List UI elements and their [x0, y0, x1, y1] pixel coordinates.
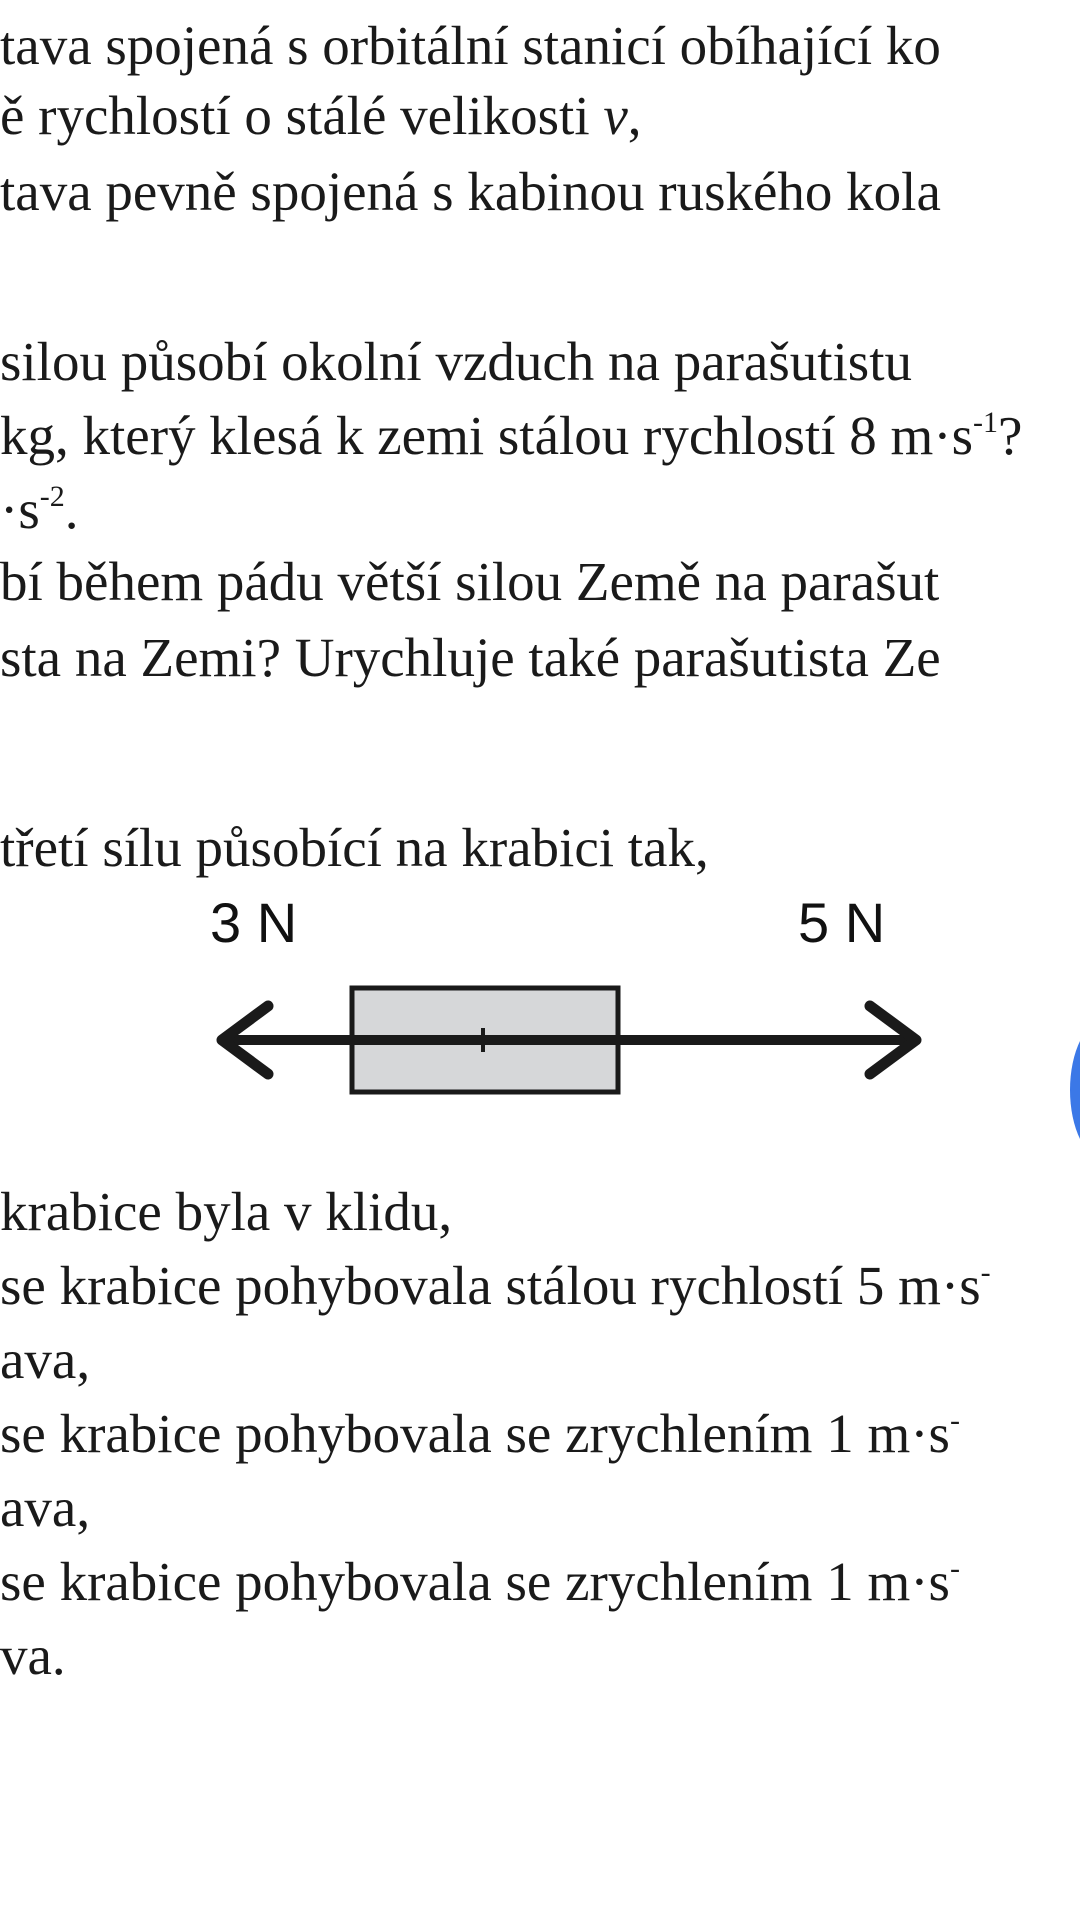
text-line-15-content: se krabice pohybovala se zrychlením 1 m·s: [0, 1551, 950, 1612]
text-line-9: [0, 816, 709, 880]
text-line-13: [0, 1402, 960, 1466]
text-line-2: [0, 84, 642, 148]
text-line-5-end: ?: [998, 405, 1023, 466]
text-line-8: [0, 626, 941, 690]
text-line-10: [0, 1180, 452, 1244]
text-line-15: [0, 1550, 960, 1614]
text-line-2-comma: ,: [627, 85, 642, 146]
text-line-12: [0, 1328, 90, 1392]
text-line-6-exponent: -2: [39, 480, 65, 513]
text-line-3-content: tava pevně spojená s kabinou ruského kola: [0, 161, 941, 222]
text-line-5-exponent: -1: [973, 406, 999, 439]
text-line-1-content: tava spojená s orbitální stanicí obíhající ko: [0, 15, 941, 76]
text-line-8-content: sta na Zemi? Urychluje také parašutista Ze: [0, 627, 941, 688]
text-line-6: [0, 478, 78, 542]
text-line-14-content: ava,: [0, 1477, 91, 1538]
text-line-4-content: silou působí okolní vzduch na parašutistu: [0, 331, 912, 392]
text-line-4: [0, 330, 912, 394]
text-line-9-content: třetí sílu působící na krabici tak,: [0, 817, 709, 878]
text-line-13-exponent: -: [949, 1404, 960, 1437]
text-line-12-content: ava,: [0, 1329, 91, 1390]
text-line-16: [0, 1624, 66, 1688]
text-line-10-content: krabice byla v klidu,: [0, 1181, 453, 1242]
text-line-7-content: bí během pádu větší silou Země na parašut: [0, 551, 940, 612]
right-force-label: 5 N: [798, 891, 886, 954]
text-line-1: [0, 14, 941, 78]
text-line-14: [0, 1476, 90, 1540]
text-line-11: [0, 1254, 991, 1318]
text-line-15-exponent: -: [949, 1552, 960, 1585]
text-line-11-exponent: -: [980, 1256, 991, 1289]
text-line-5-content: kg, který klesá k zemi stálou rychlostí 8 m·s: [0, 405, 974, 466]
text-line-16-content: va.: [0, 1625, 66, 1686]
text-line-6-end: .: [64, 479, 79, 540]
velocity-symbol: v: [603, 85, 628, 146]
left-force-label: 3 N: [210, 891, 298, 954]
text-line-6-content: ·s: [0, 479, 40, 540]
text-line-5: [0, 404, 1022, 468]
force-diagram: [0, 880, 1080, 1140]
text-line-2-content: ě rychlostí o stálé velikosti: [0, 85, 604, 146]
text-line-11-content: se krabice pohybovala stálou rychlostí 5 m·s: [0, 1255, 981, 1316]
text-line-13-content: se krabice pohybovala se zrychlením 1 m·s: [0, 1403, 950, 1464]
text-line-3: [0, 160, 941, 224]
text-line-7: [0, 550, 939, 614]
